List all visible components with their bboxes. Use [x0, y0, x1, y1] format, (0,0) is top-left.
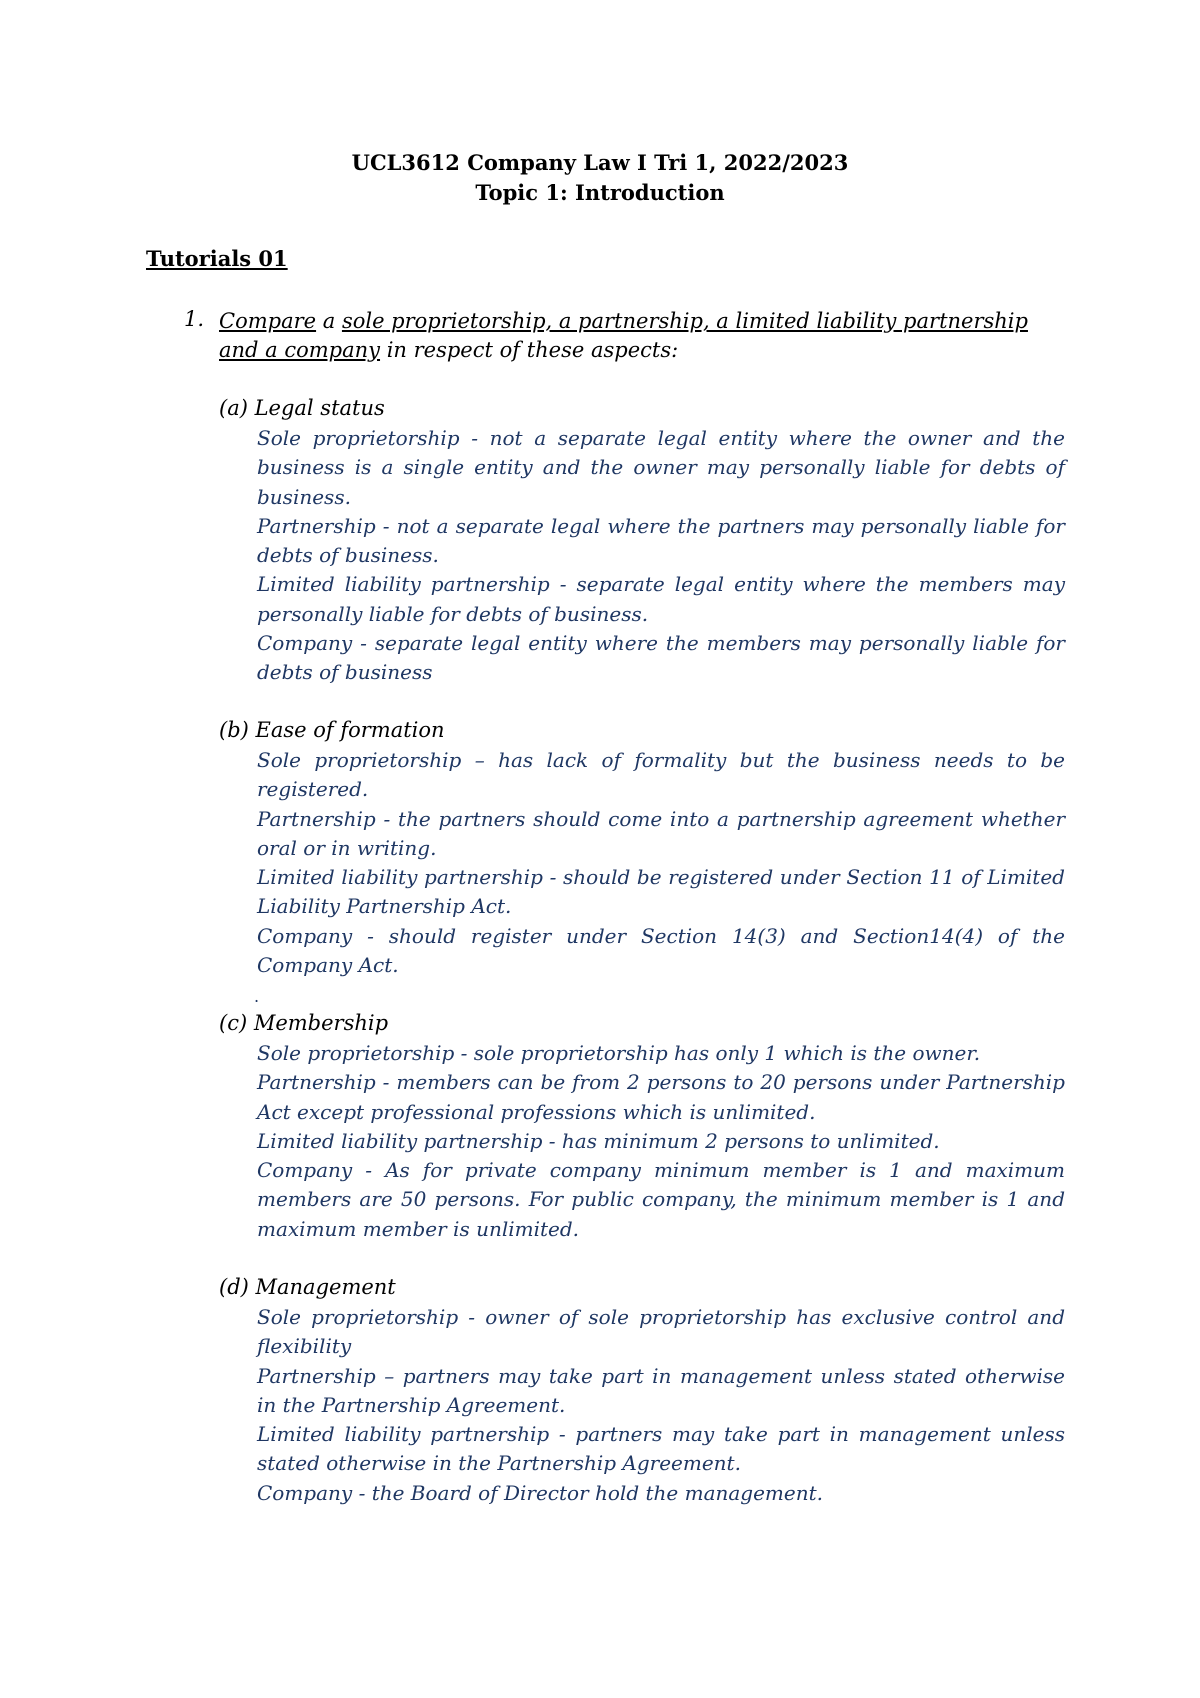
answer-sole-proprietorship: Sole proprietorship - not a separate legal entity where the owner and the business is a single entity and the owner may personally liable for debts of business. [257, 426, 1065, 509]
question-compare: Compare [219, 309, 317, 333]
answer-company: Company - should register under Section 14(3) and Section14(4) of the Company Act. [257, 923, 1065, 978]
answer-sole-proprietorship: Sole proprietorship - sole proprietorship has only 1 which is the owner. [257, 1041, 981, 1065]
answer-partnership: Partnership - not a separate legal where the partners may personally liable for debts of business. [257, 513, 1065, 568]
question-rest: in respect of these aspects: [380, 338, 679, 362]
answer-partnership: Partnership - the partners should come into a partnership agreement whether oral or in writing. [257, 806, 1065, 860]
answer-company: Company - separate legal entity where the members may personally liable for debts of business [257, 631, 1065, 685]
answer-llp: Limited liability partnership - partners may take part in management unless stated otherwise in the Partnership Agreement. [257, 1422, 1065, 1476]
question-number: 1. [184, 307, 205, 331]
stray-dot: . [254, 987, 260, 1006]
section-body-management [257, 1303, 1065, 1508]
section-body-membership [257, 1039, 1065, 1244]
answer-llp: Limited liability partnership - has minimum 2 persons to unlimited. [257, 1128, 940, 1153]
answer-company: Company - As for private company minimum member is 1 and maximum members are 50 persons. For public company, the minimum member is 1 and maximum member is unlimited. [257, 1158, 1065, 1241]
course-title: UCL3612 Company Law I Tri 1, 2022/2023 [351, 150, 849, 175]
answer-sole-proprietorship: Sole proprietorship - owner of sole proprietorship has exclusive control and flexibility [257, 1305, 1065, 1359]
section-body-legal-status [257, 424, 1065, 688]
question-article: a [316, 309, 342, 333]
question-text [219, 307, 1064, 365]
answer-partnership: Partnership – partners may take part in management unless stated otherwise in the Partnership Agreement. [257, 1363, 1065, 1417]
topic-title: Topic 1: Introduction [475, 180, 725, 205]
question-entities: sole proprietorship, a partnership, a limited liability partnership and a company [219, 309, 1028, 362]
answer-llp: Limited liability partnership - should be registered under Section 11 of Limited Liability Partnership Act. [257, 865, 1065, 919]
answer-llp: Limited liability partnership - separate legal entity where the members may personally liable for debts of business. [257, 572, 1065, 626]
answer-sole-proprietorship: Sole proprietorship – has lack of formality but the business needs to be registered. [257, 748, 1065, 802]
answer-partnership: Partnership - members can be from 2 persons to 20 persons under Partnership Act except professional professions which is unlimited. [257, 1070, 1065, 1124]
section-label-membership: (c) Membership [219, 1011, 389, 1035]
answer-company: Company - the Board of Director hold the management. [257, 1480, 824, 1505]
section-body-ease-of-formation [257, 746, 1065, 980]
tutorials-heading: Tutorials 01 [146, 246, 288, 271]
section-label-legal-status: (a) Legal status [219, 396, 385, 420]
section-label-management: (d) Management [219, 1275, 396, 1299]
section-label-ease-of-formation: (b) Ease of formation [219, 718, 445, 742]
